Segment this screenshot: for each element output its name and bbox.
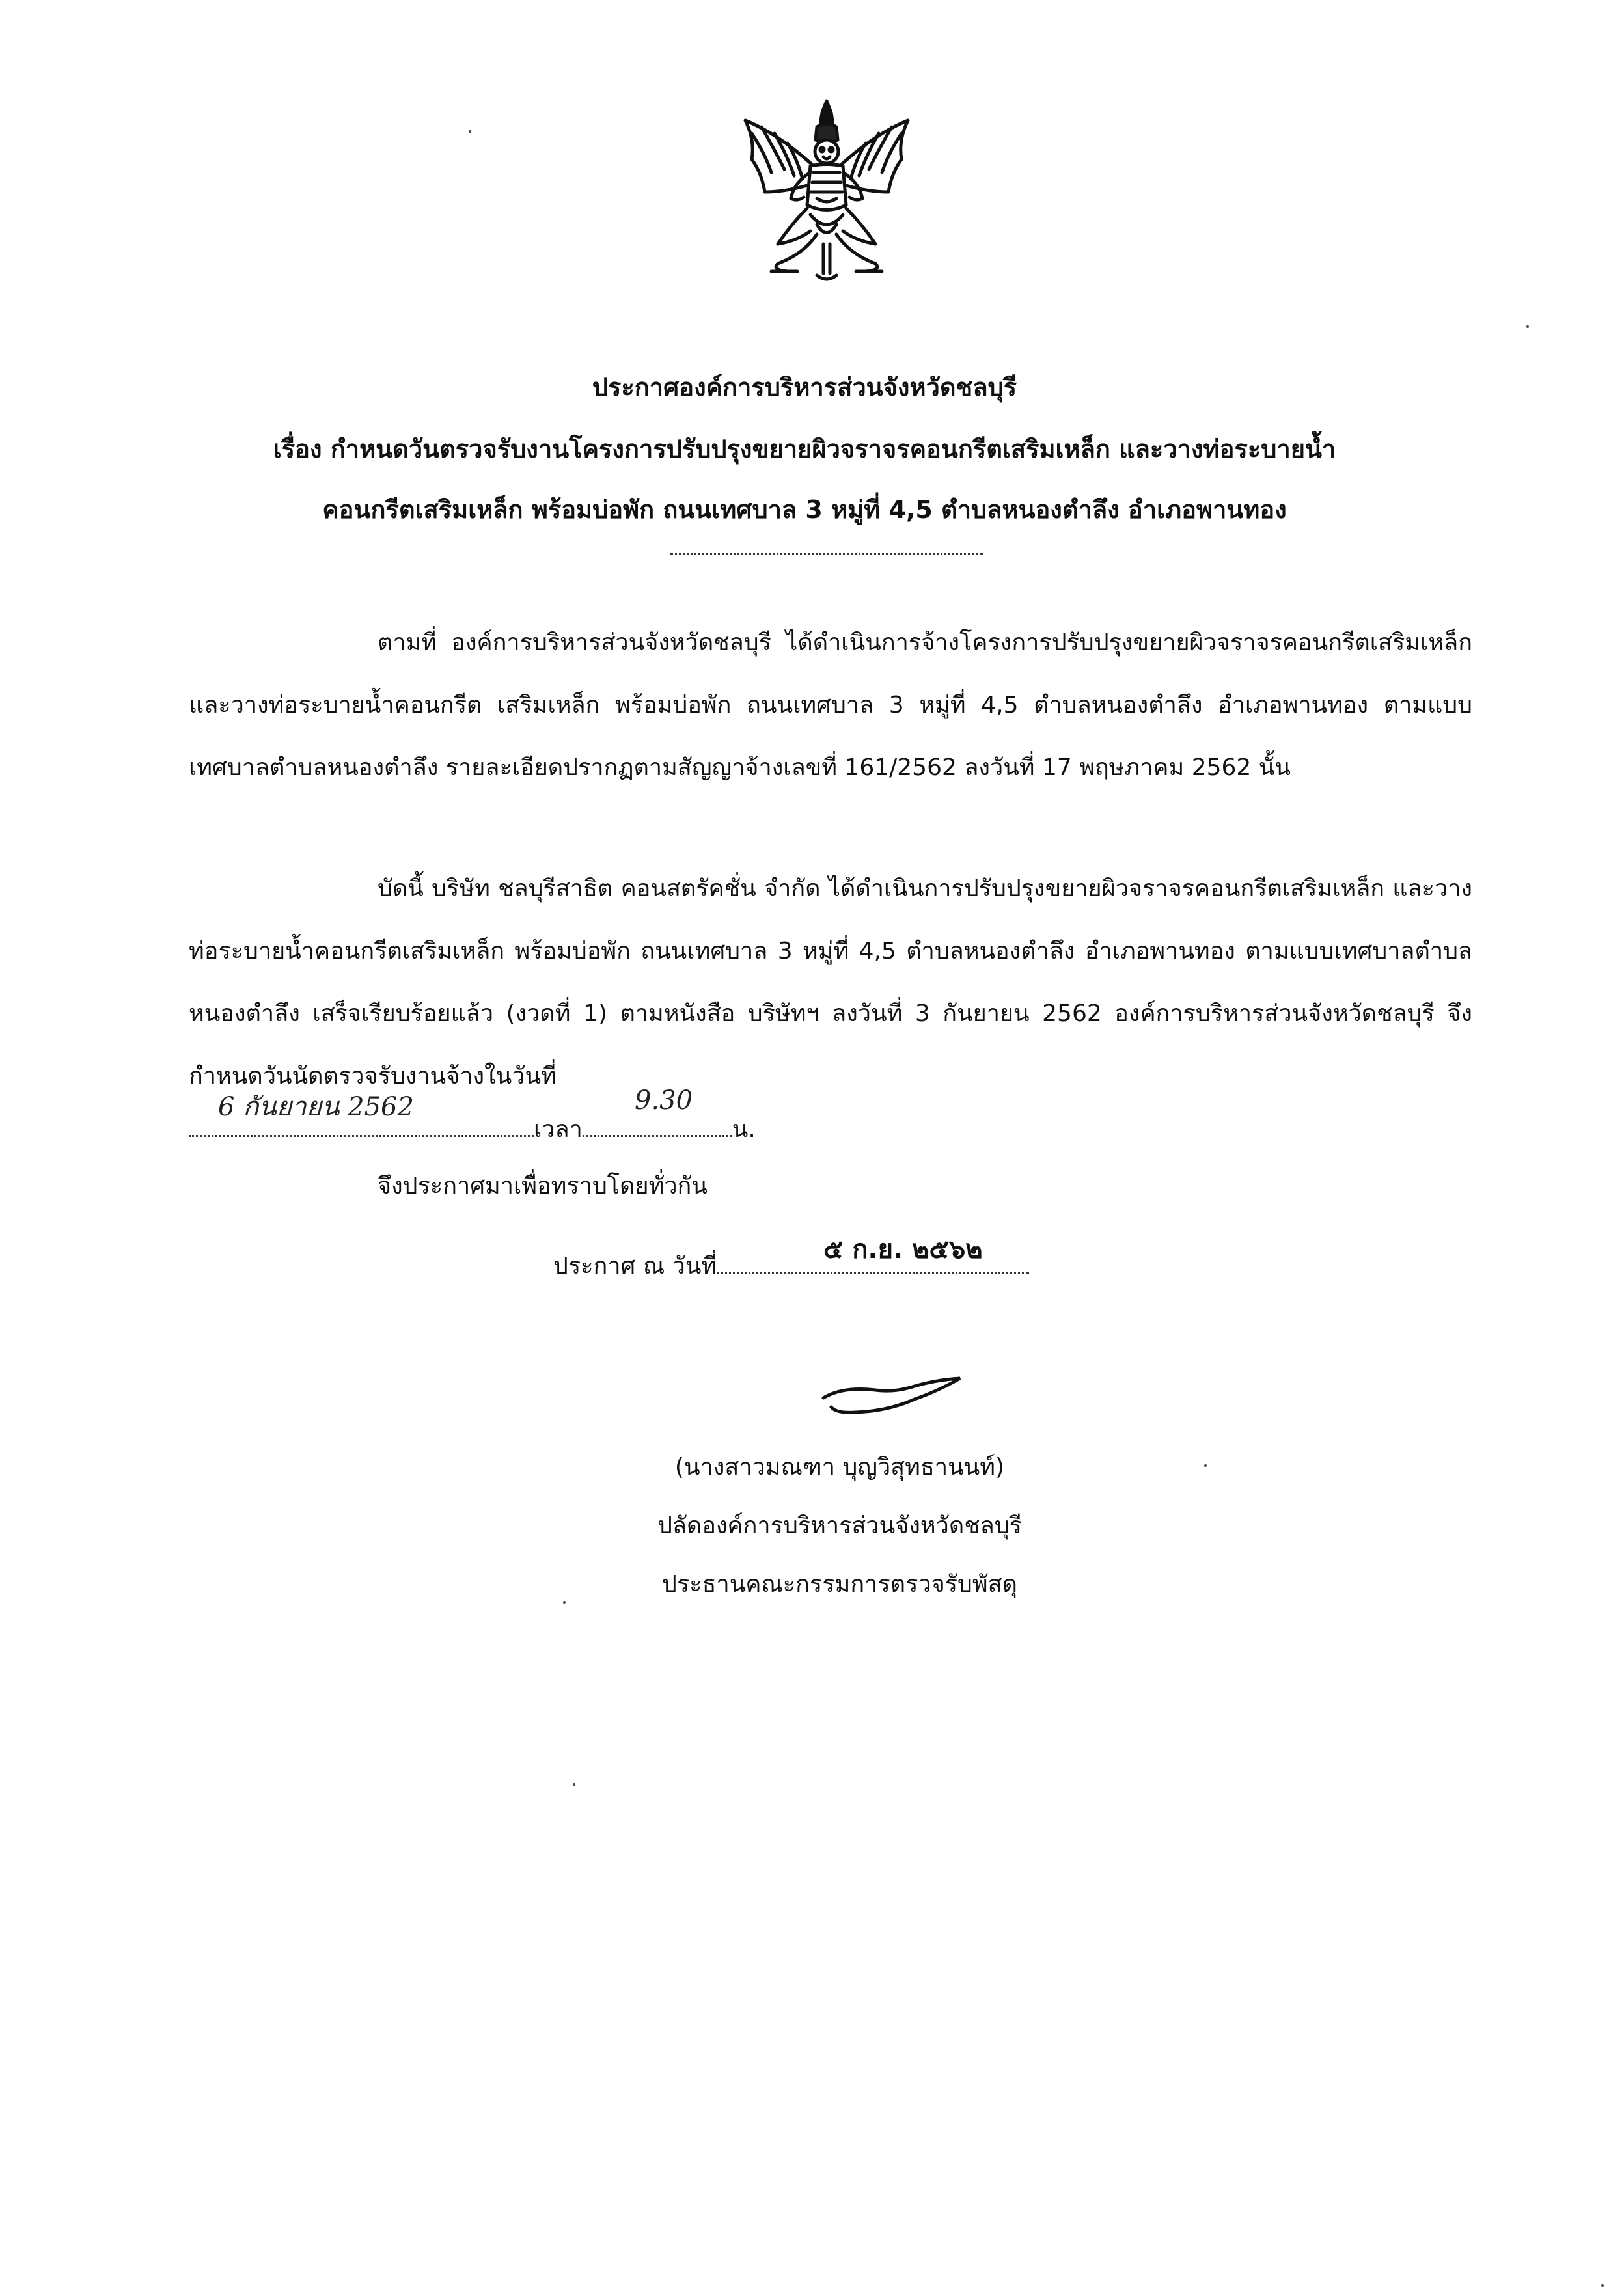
announce-date-label: ประกาศ ณ วันที่ (553, 1253, 717, 1279)
closing-text: จึงประกาศมาเพื่อทราบโดยทั่วกัน (378, 1173, 708, 1199)
scan-speck (1204, 1464, 1207, 1467)
signer-name: (นางสาวมณฑา บุญวิสุทธานนท์) (674, 1454, 1005, 1481)
signature-mark (817, 1373, 967, 1425)
inspection-date-handwritten: 6 กันยายน 2562 (218, 1092, 414, 1122)
scan-speck (469, 130, 471, 133)
inspection-time-handwritten: 9.30 (635, 1086, 693, 1115)
scan-speck (563, 1601, 566, 1604)
signer-position-2: ประธานคณะกรรมการตรวจรับพัสดุ (662, 1571, 1017, 1598)
signer-position-1: ปลัดองค์การบริหารส่วนจังหวัดชลบุรี (657, 1512, 1022, 1539)
body-paragraph-1: ตามที่ องค์การบริหารส่วนจังหวัดชลบุรี ได้ดำเนินการจ้างโครงการปรับปรุงขยายผิวจราจรคอนกรีตเสริมเหล็ก และวางท่อระบายน้ำคอนกรีต เสริมเหล็ก พร้อมบ่อพัก ถนนเทศบาล 3 หมู่ที่ 4,5 ตำบลหนองตำลึง อำเภอพานทอง ตามแบบเทศบาลตำบลหนองตำลึง รายละเอียดปรากฏตามสัญญาจ้างเลขที่ 161/2562 ลงวันที่ 17 พฤษภาคม 2562 นั้น (189, 629, 1472, 781)
scan-speck (1601, 2284, 1604, 2287)
scan-speck (1526, 325, 1529, 328)
time-unit: น. (732, 1116, 756, 1143)
announce-date-stamp: ๕ ก.ย. ๒๕๖๒ (823, 1235, 983, 1264)
subject-line-2: คอนกรีตเสริมเหล็ก พร้อมบ่อพัก ถนนเทศบาล 3 หมู่ที่ 4,5 ตำบลหนองตำลึง อำเภอพานทอง (322, 495, 1287, 524)
subject-line-1: เรื่อง กำหนดวันตรวจรับงานโครงการปรับปรุงขยายผิวจราจรคอนกรีตเสริมเหล็ก และวางท่อระบายน้ำ (273, 435, 1336, 463)
header-divider (670, 553, 983, 555)
announcement-title: ประกาศองค์การบริหารส่วนจังหวัดชลบุรี (592, 373, 1017, 402)
body-paragraph-2: บัดนี้ บริษัท ชลบุรีสาธิต คอนสตรัคชั่น จำกัด ได้ดำเนินการปรับปรุงขยายผิวจราจรคอนกรีตเสริมเหล็ก และวางท่อระบายน้ำคอนกรีตเสริมเหล็ก พร้อมบ่อพัก ถนนเทศบาล 3 หมู่ที่ 4,5 ตำบลหนองตำลึง อำเภอพานทอง ตามแบบเทศบาลตำบลหนองตำลึง เสร็จเรียบร้อยแล้ว (งวดที่ 1) ตามหนังสือ บริษัทฯ ลงวันที่ 3 กันยายน 2562 องค์การบริหารส่วนจังหวัดชลบุรี จึงกำหนดวันนัดตรวจรับงานจ้างในวันที่ (189, 875, 1472, 1089)
time-label: เวลา (534, 1116, 583, 1143)
garuda-emblem-icon (726, 94, 928, 296)
scan-speck (573, 1783, 575, 1786)
